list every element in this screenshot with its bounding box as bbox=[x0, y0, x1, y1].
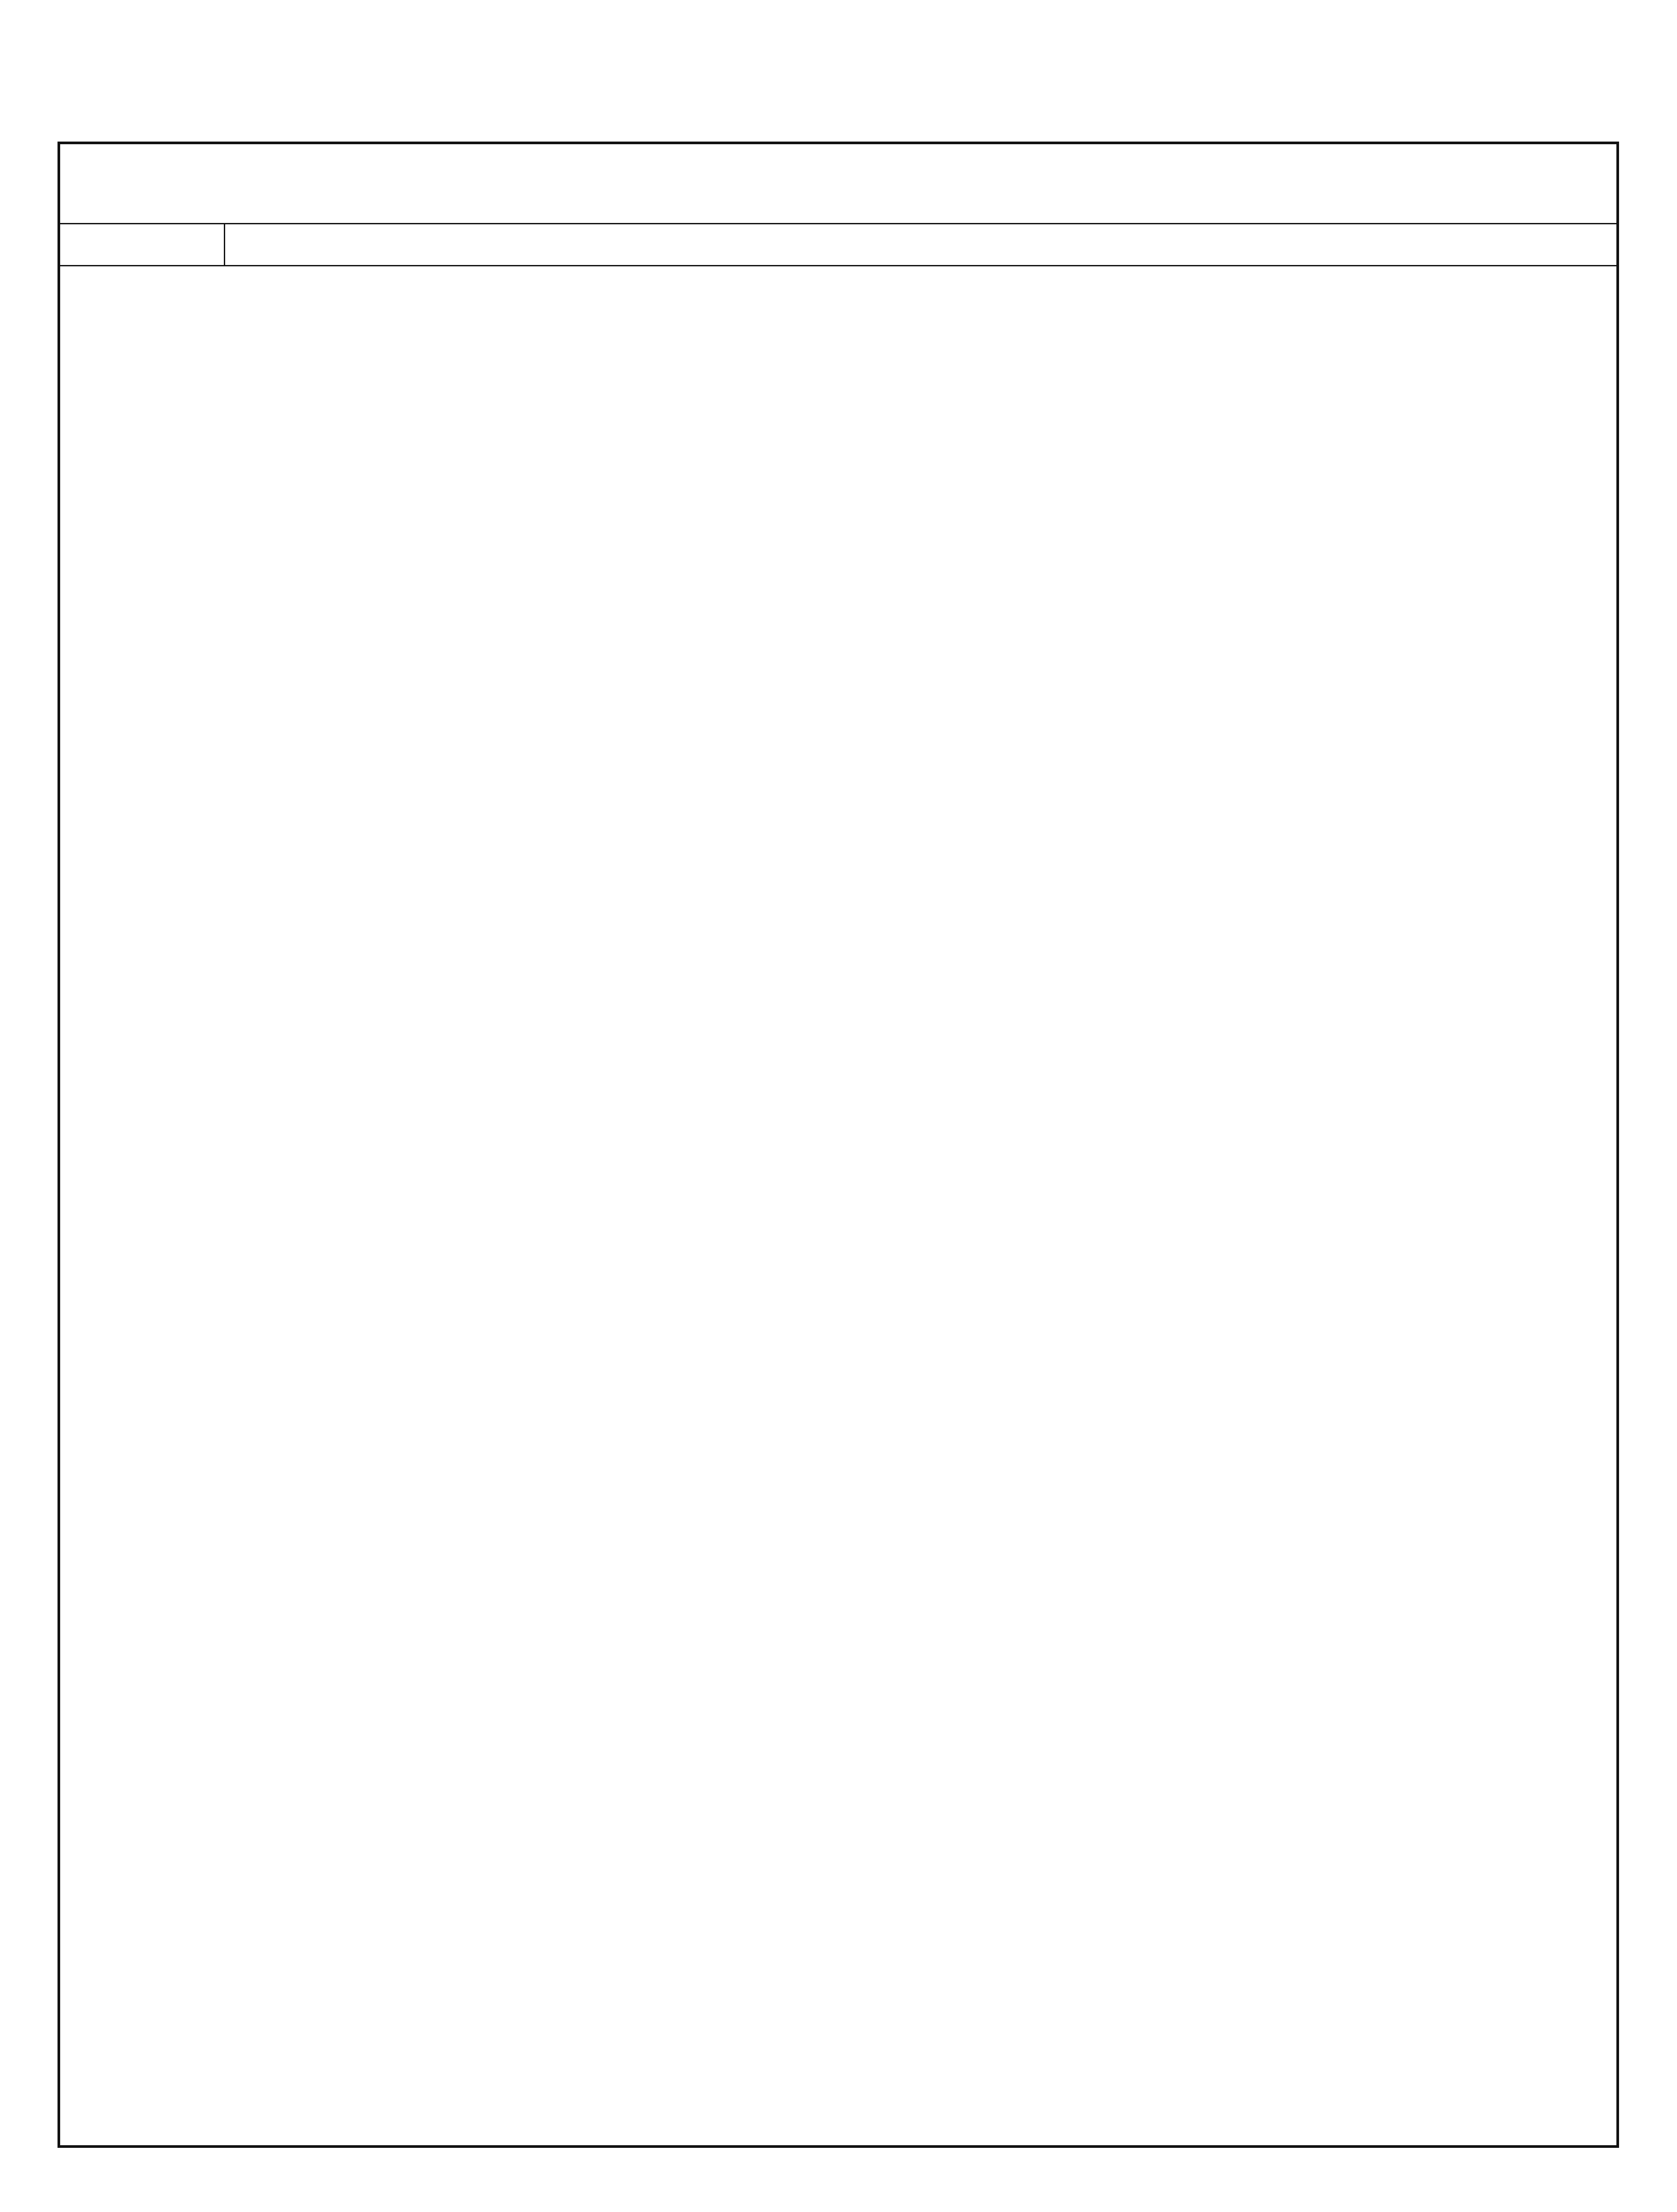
column-header bbox=[60, 223, 1616, 266]
gpkm-header bbox=[60, 224, 225, 265]
table-frame bbox=[58, 142, 1619, 2148]
